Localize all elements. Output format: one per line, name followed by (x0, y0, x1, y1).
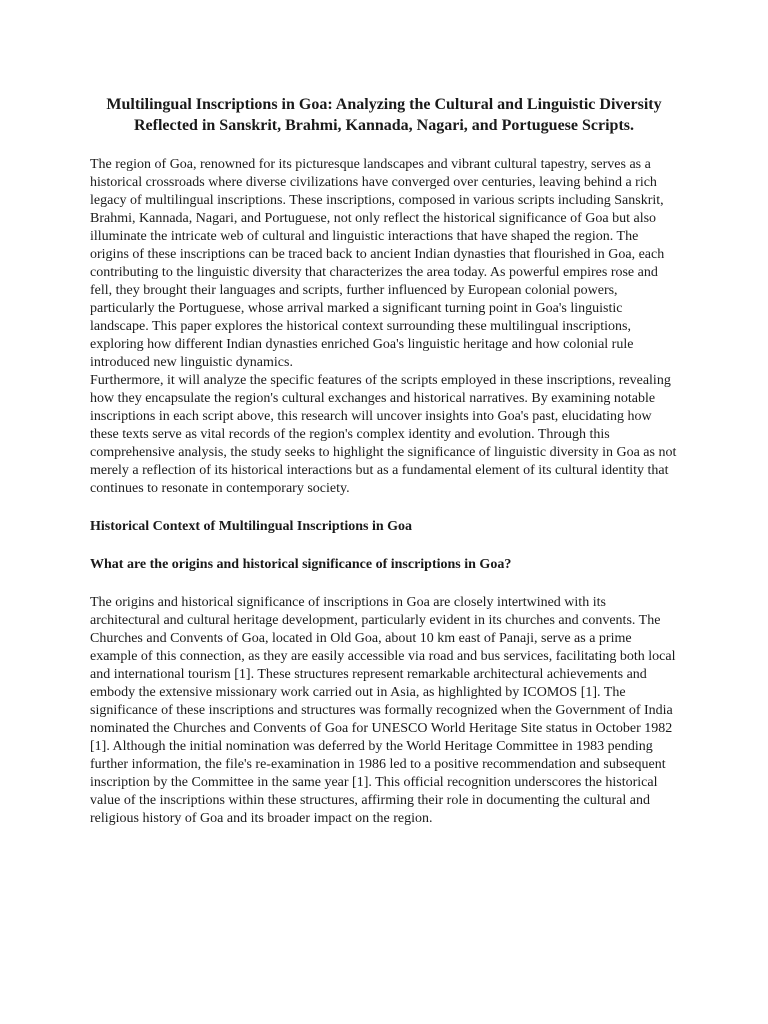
intro-paragraph-1: The region of Goa, renowned for its picturesque landscapes and vibrant cultural tapestry, serves as a historical crossroads where diverse civilizations have converged over centuries, leaving behind a rich legacy of multilingual inscriptions. These inscriptions, composed in various scripts including Sanskrit, Brahmi, Kannada, Nagari, and Portuguese, not only reflect the historical significance of Goa but also illuminate the intricate web of cultural and linguistic interactions that have shaped the region. The origins of these inscriptions can be traced back to ancient Indian dynasties that flourished in Goa, each contributing to the linguistic diversity that characterizes the area today. As powerful empires rose and fell, they brought their languages and scripts, further influenced by European colonial powers, particularly the Portuguese, whose arrival marked a significant turning point in Goa's linguistic landscape. This paper explores the historical context surrounding these multilingual inscriptions, exploring how different Indian dynasties enriched Goa's linguistic heritage and how colonial rule introduced new linguistic dynamics. (90, 157, 665, 370)
document-title: Multilingual Inscriptions in Goa: Analyzing the Cultural and Linguistic Diversity Reflected in Sanskrit, Brahmi, Kannada, Nagari, and Portuguese Scripts. (106, 96, 662, 134)
question-heading: What are the origins and historical significance of inscriptions in Goa? (90, 557, 512, 572)
intro-paragraph-2: Furthermore, it will analyze the specific features of the scripts employed in these inscriptions, revealing how they encapsulate the region's cultural exchanges and historical narratives. By examining notable inscriptions in each script above, this research will uncover insights into Goa's past, elucidating how these texts serve as vital records of the region's complex identity and evolution. Through this comprehensive analysis, the study seeks to highlight the significance of linguistic diversity in Goa as not merely a reflection of its historical interactions but as a fundamental element of its cultural identity that continues to resonate in contemporary society. (90, 373, 677, 496)
section-paragraph: The origins and historical significance of inscriptions in Goa are closely intertwined with its architectural and cultural heritage development, particularly evident in its churches and convents. The Churches and Convents of Goa, located in Old Goa, about 10 km east of Panaji, serve as a prime example of this connection, as they are easily accessible via road and bus services, facilitating both local and international tourism [1]. These structures represent remarkable architectural achievements and embody the extensive missionary work carried out in Asia, as highlighted by ICOMOS [1]. The significance of these inscriptions and structures was formally recognized when the Government of India nominated the Churches and Convents of Goa for UNESCO World Heritage Site status in October 1982 [1]. Although the initial nomination was deferred by the World Heritage Committee in 1983 pending further information, the file's re-examination in 1986 led to a positive recommendation and subsequent inscription by the Committee in the same year [1]. This official recognition underscores the historical value of the inscriptions within these structures, affirming their role in documenting the cultural and religious history of Goa and its broader impact on the region. (90, 595, 676, 826)
section-heading: Historical Context of Multilingual Inscriptions in Goa (90, 519, 413, 534)
document-page (90, 94, 678, 828)
